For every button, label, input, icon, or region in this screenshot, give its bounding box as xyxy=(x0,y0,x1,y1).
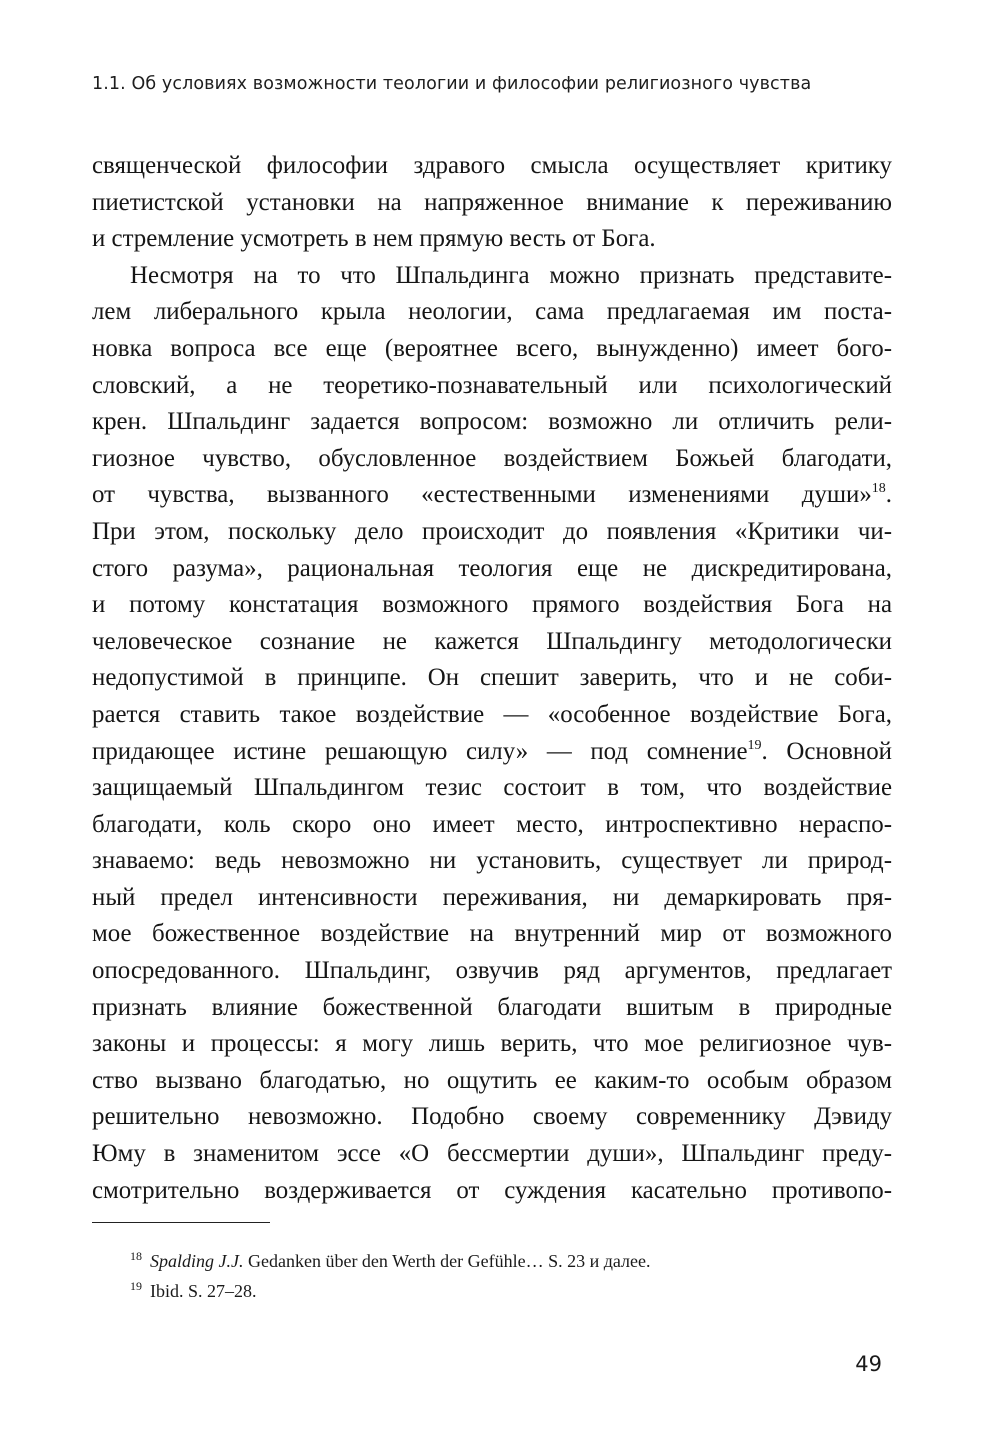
text-line: человеческое сознание не кажется Шпальдингу методологически xyxy=(92,627,892,655)
text-line-segment: . xyxy=(885,481,892,509)
text-line: стого разума», рациональная теология еще не дискредитирована, xyxy=(92,554,892,582)
text-line: недопустимой в принципе. Он спешит заверить, что и не соби- xyxy=(92,664,892,692)
footnotes xyxy=(130,1246,890,1306)
footnote-text: Ibid. S. 27–28. xyxy=(150,1281,257,1301)
text-line: ный предел интенсивности переживания, ни демаркировать пря- xyxy=(92,883,892,911)
footnote-ref-18[interactable]: 18 xyxy=(871,481,886,497)
text-line: благодати, коль скоро оно имеет место, интроспективно нераспо- xyxy=(92,810,892,838)
text-line-segment: от чувства, вызванного «естественными изменениями души» xyxy=(92,481,872,509)
footnote-divider xyxy=(92,1222,270,1223)
page-number: 49 xyxy=(855,1352,882,1376)
text-line xyxy=(92,734,892,771)
text-line: лем либерального крыла неологии, сама предлагаемая им поста- xyxy=(92,298,892,326)
text-line: рается ставить такое воздействие — «особенное воздействие Бога, xyxy=(92,700,892,728)
text-line: опосредованного. Шпальдинг, озвучив ряд аргументов, предлагает xyxy=(92,957,892,985)
text-line xyxy=(92,477,892,514)
main-text xyxy=(92,148,892,1209)
footnote-number: 19 xyxy=(130,1279,142,1293)
text-line: новка вопроса все еще (вероятнее всего, вынужденно) имеет бого- xyxy=(92,334,892,362)
running-head: 1.1. Об условиях возможности теологии и философии религиозного чувства xyxy=(92,74,812,94)
footnote-ref-19[interactable]: 19 xyxy=(747,737,762,753)
text-line: законы и процессы: я могу лишь верить, что мое религиозное чув- xyxy=(92,1030,892,1058)
footnote-18 xyxy=(130,1246,890,1276)
footnote-author: Spalding J.J. xyxy=(150,1251,244,1271)
text-line: и стремление усмотреть в нем прямую весть от Бога. xyxy=(92,225,656,253)
text-line: При этом, поскольку дело происходит до появления «Критики чи- xyxy=(92,517,892,545)
text-line: и потому констатация возможного прямого воздействия Бога на xyxy=(92,591,892,619)
text-line-segment: . Основной xyxy=(761,737,892,765)
footnote-number: 18 xyxy=(130,1249,142,1263)
text-line: признать влияние божественной благодати вшитым в природные xyxy=(92,993,892,1021)
text-line: защищаемый Шпальдингом тезис состоит в том, что воздействие xyxy=(92,774,892,802)
text-line: знаваемо: ведь невозможно ни установить, существует ли природ- xyxy=(92,847,892,875)
footnote-text: Gedanken über den Werth der Gefühle… S. 23 и далее. xyxy=(247,1251,651,1271)
text-line: крен. Шпальдинг задается вопросом: возможно ли отличить рели- xyxy=(92,408,892,436)
text-line: Юму в знаменитом эссе «О бессмертии души», Шпальдинг преду- xyxy=(92,1140,892,1168)
text-line: гиозное чувство, обусловленное воздействием Божьей благодати, xyxy=(92,444,892,472)
text-line: словский, а не теоретико-познавательный или психологический xyxy=(92,371,892,399)
text-line: ство вызвано благодатью, но ощутить ее каким-то особым образом xyxy=(92,1066,892,1094)
text-line: мое божественное воздействие на внутренний мир от возможного xyxy=(92,920,892,948)
text-line: священческой философии здравого смысла осуществляет критику xyxy=(92,152,892,179)
text-line: решительно невозможно. Подобно своему современнику Дэвиду xyxy=(92,1103,892,1131)
footnote-19 xyxy=(130,1276,890,1306)
text-line: пиетистской установки на напряженное внимание к переживанию xyxy=(92,188,892,216)
text-line-segment: придающее истине решающую силу» — под сомнение xyxy=(92,737,748,765)
text-line: смотрительно воздерживается от суждения касательно противопо- xyxy=(92,1176,892,1204)
text-line: Несмотря на то что Шпальдинга можно признать представите- xyxy=(130,261,892,289)
